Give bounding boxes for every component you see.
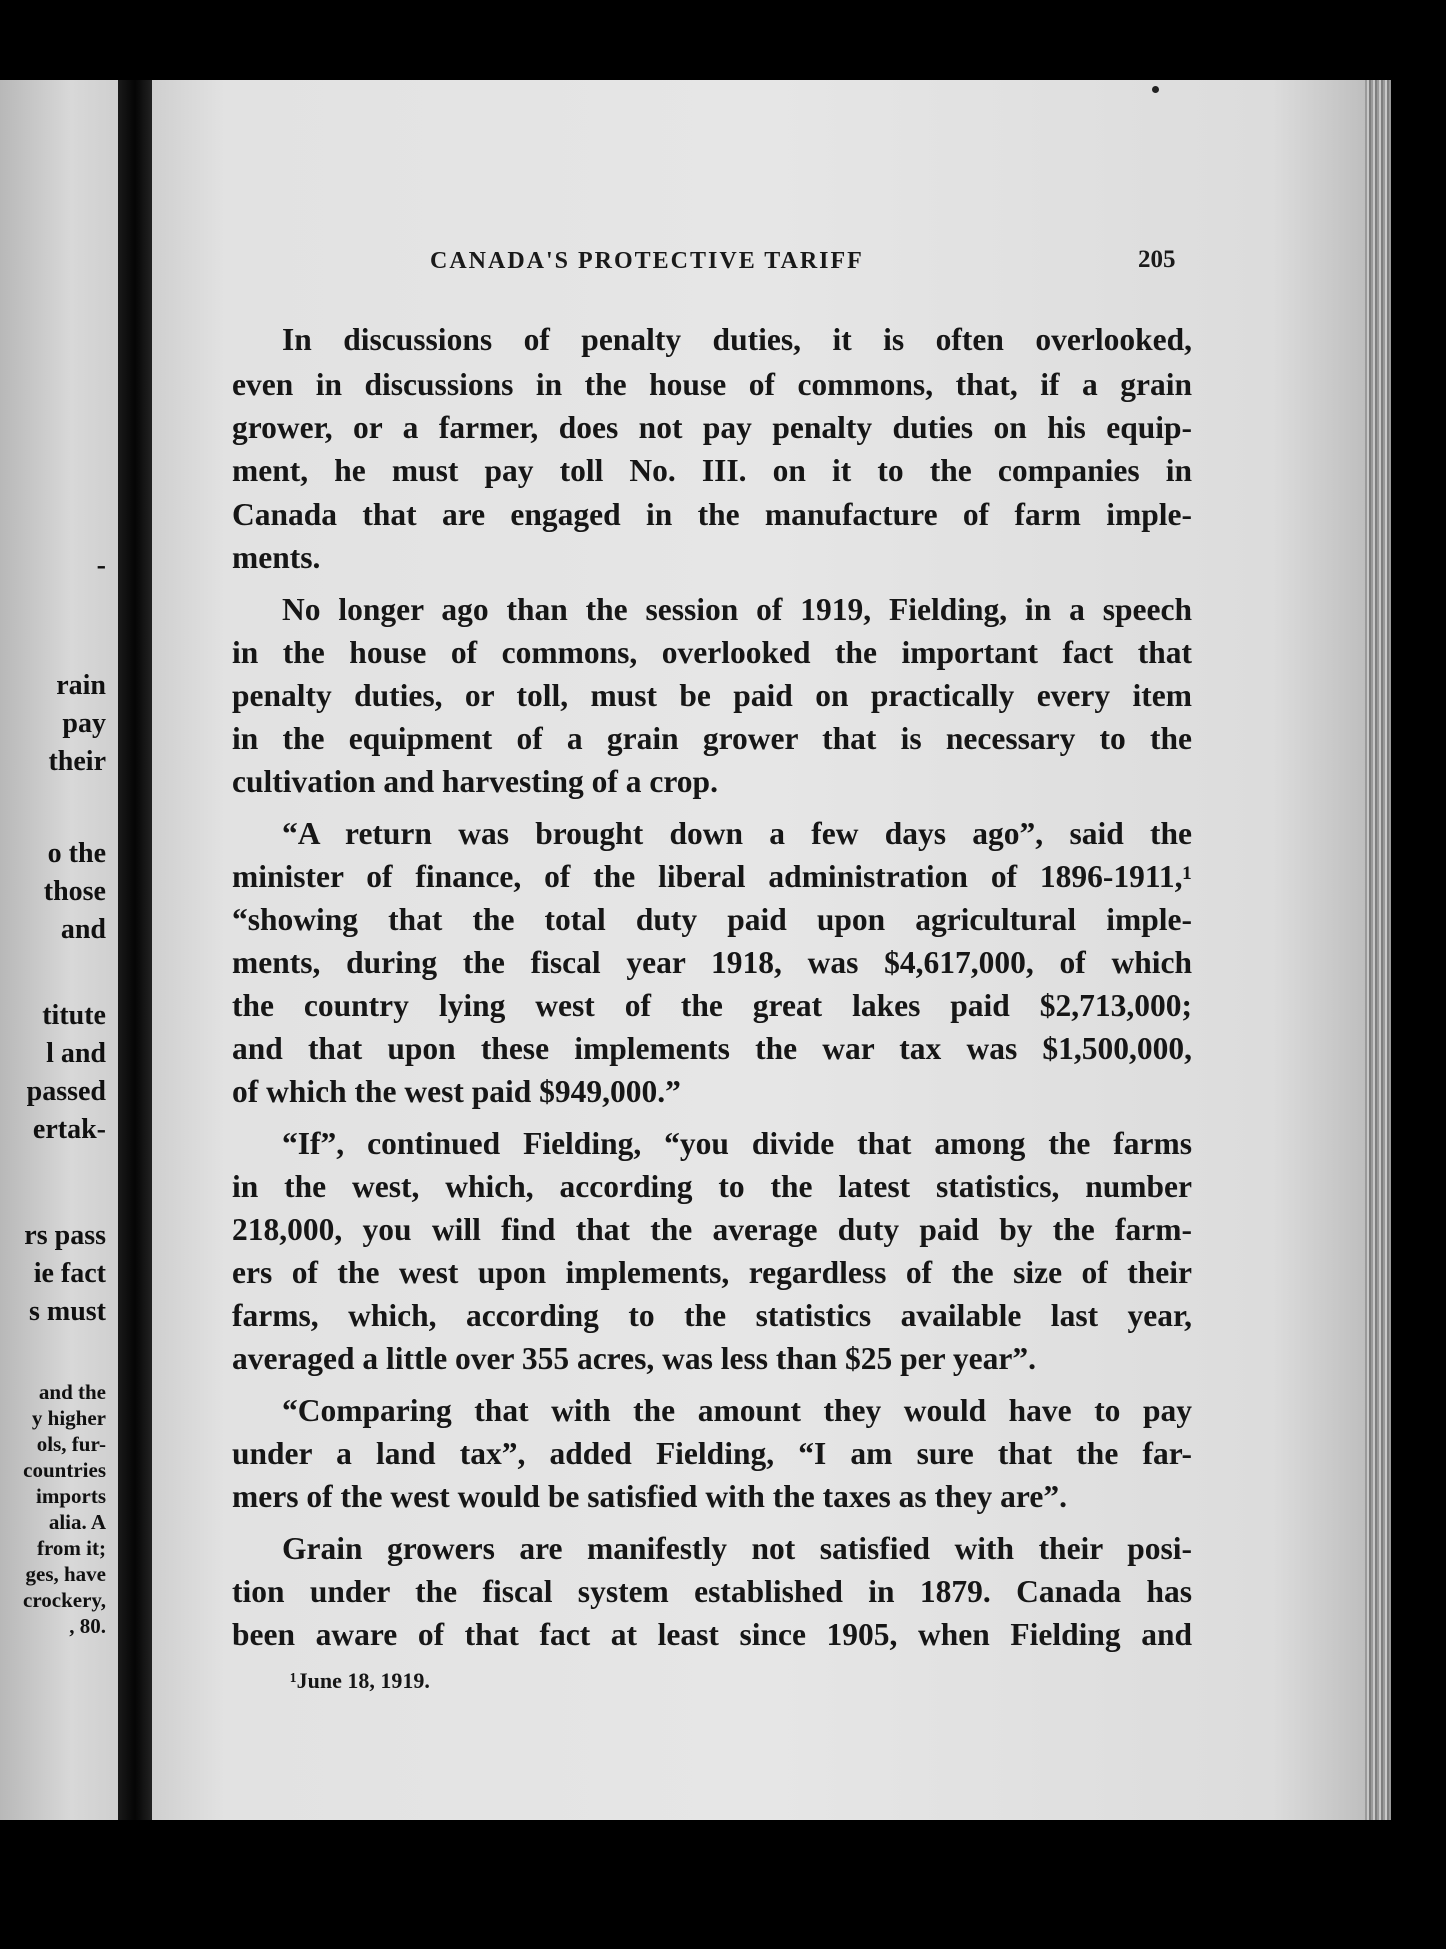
left-fragment: y higher xyxy=(31,1406,106,1430)
left-fragment: and xyxy=(60,914,106,945)
left-fragment: passed xyxy=(26,1076,106,1107)
text-line: minister of finance, of the liberal administration of 1896-1911,¹ xyxy=(232,859,1192,894)
text-line: In discussions of penalty duties, it is often overlooked, xyxy=(282,322,1192,357)
text-line: No longer ago than the session of 1919, Fielding, in a speech xyxy=(282,592,1192,627)
text-line: tion under the fiscal system established in 1879. Canada has xyxy=(232,1574,1192,1609)
text-line: mers of the west would be satisfied with the taxes as they are”. xyxy=(232,1479,1067,1514)
text-line: ments, during the fiscal year 1918, was $4,617,000, of which xyxy=(232,945,1192,980)
text-line: ments. xyxy=(232,540,321,575)
text-line: under a land tax”, added Fielding, “I am sure that the far- xyxy=(232,1436,1192,1471)
footnote: ¹June 18, 1919. xyxy=(290,1668,430,1693)
left-fragment: ges, have xyxy=(25,1562,106,1586)
left-fragment: rs pass xyxy=(24,1220,106,1251)
text-line: Canada that are engaged in the manufacture of farm imple- xyxy=(232,497,1192,532)
text-line: “A return was brought down a few days ago”, said the xyxy=(282,816,1192,851)
text-line: Grain growers are manifestly not satisfied with their posi- xyxy=(282,1531,1192,1566)
left-fragment: o the xyxy=(47,838,106,869)
left-fragment: alia. A xyxy=(48,1510,106,1534)
left-fragment: countries xyxy=(23,1458,106,1482)
text-line: in the house of commons, overlooked the important fact that xyxy=(232,635,1192,670)
left-fragment: ie fact xyxy=(33,1258,106,1289)
left-fragment: and the xyxy=(38,1380,106,1404)
left-fragment: crockery, xyxy=(23,1588,106,1612)
text-line: in the equipment of a grain grower that is necessary to the xyxy=(232,721,1192,756)
left-fragment: l and xyxy=(46,1038,106,1069)
left-fragment: ertak- xyxy=(32,1114,106,1145)
left-fragment: , 80. xyxy=(69,1614,106,1638)
left-fragment: - xyxy=(96,550,106,581)
text-line: and that upon these implements the war tax was $1,500,000, xyxy=(232,1031,1192,1066)
left-fragment: those xyxy=(43,876,106,907)
left-fragment: from it; xyxy=(37,1536,106,1560)
text-line: 218,000, you will find that the average duty paid by the farm- xyxy=(232,1212,1192,1247)
text-line: farms, which, according to the statistics available last year, xyxy=(232,1298,1192,1333)
page-number: 205 xyxy=(1138,246,1176,273)
text-line: “Comparing that with the amount they would have to pay xyxy=(282,1393,1192,1428)
text-line: even in discussions in the house of commons, that, if a grain xyxy=(232,367,1192,402)
left-fragment: titute xyxy=(42,1000,106,1031)
left-fragment: s must xyxy=(28,1296,106,1327)
text-line: of which the west paid $949,000.” xyxy=(232,1074,681,1109)
left-fragment: ols, fur- xyxy=(36,1432,106,1456)
text-line: “If”, continued Fielding, “you divide that among the farms xyxy=(282,1126,1192,1161)
text-line: the country lying west of the great lakes paid $2,713,000; xyxy=(232,988,1192,1023)
text-line: grower, or a farmer, does not pay penalty duties on his equip- xyxy=(232,410,1192,445)
text-line: in the west, which, according to the latest statistics, number xyxy=(232,1169,1192,1204)
text-line: ment, he must pay toll No. III. on it to the companies in xyxy=(232,453,1192,488)
left-fragment: rain xyxy=(56,670,106,701)
text-line: “showing that the total duty paid upon agricultural imple- xyxy=(232,902,1192,937)
text-line: cultivation and harvesting of a crop. xyxy=(232,764,718,799)
left-fragment: pay xyxy=(62,708,106,739)
text-line: penalty duties, or toll, must be paid on practically every item xyxy=(232,678,1192,713)
text-line: been aware of that fact at least since 1905, when Fielding and xyxy=(232,1617,1192,1652)
running-head: CANADA'S PROTECTIVE TARIFF xyxy=(430,248,864,274)
left-fragment: their xyxy=(48,746,106,777)
text-line: averaged a little over 355 acres, was less than $25 per year”. xyxy=(232,1341,1036,1376)
left-fragment: imports xyxy=(36,1484,106,1508)
text-line: ers of the west upon implements, regardless of the size of their xyxy=(232,1255,1192,1290)
